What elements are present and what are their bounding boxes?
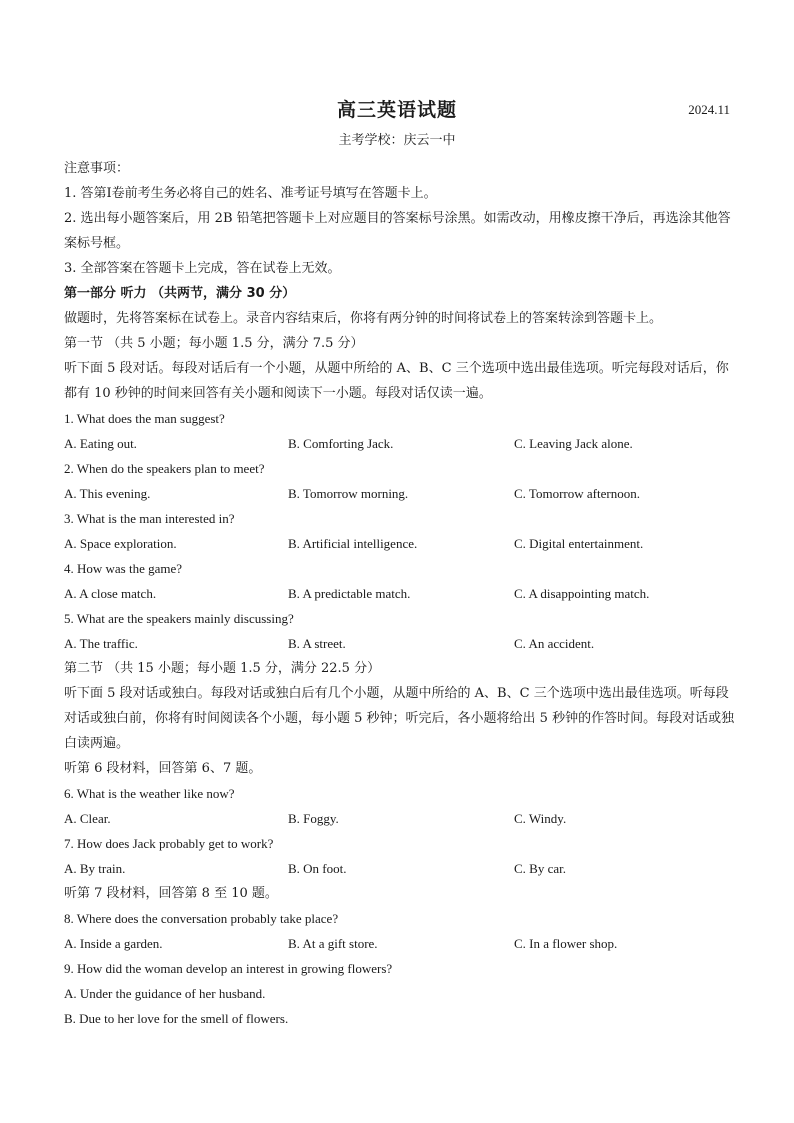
option-b: B. At a gift store. [288,936,378,951]
question-8: 8. Where does the conversation probably take place? [64,911,339,926]
option-a: A. By train. [64,861,126,876]
option-c: C. Leaving Jack alone. [514,436,633,451]
option-a: A. This evening. [64,486,151,501]
question-1: 1. What does the man suggest? [64,411,225,426]
section1-instruction: 听下面 5 段对话。每段对话后有一个小题，从题中所给的 A、B、C 三个选项中选出最佳选项。听完每段对话后，你都有 10 秒钟的时间来回答有关小题和阅读下一小题。每段对话仅读一遍。 [64,361,729,401]
options-row [64,581,740,606]
section2-heading: 第二节 （共 15 小题；每小题 1.5 分，满分 22.5 分） [64,661,381,676]
notice-heading: 注意事项： [64,161,130,176]
question-9: 9. How did the woman develop an interest in growing flowers? [64,961,393,976]
part1-heading: 第一部分 听力 （共两节，满分 30 分） [64,286,296,301]
option-a: A. A close match. [64,586,157,601]
option-c: C. Windy. [514,811,567,826]
option-a: A. The traffic. [64,636,138,651]
notice-item-3: 3. 全部答案在答题卡上完成，答在试卷上无效。 [64,261,341,276]
part1-instruction: 做题时，先将答案标在试卷上。录音内容结束后，你将有两分钟的时间将试卷上的答案转涂到答题卡上。 [64,311,663,326]
notice-item-2: 2. 选出每小题答案后，用 2B 铅笔把答题卡上对应题目的答案标号涂黑。如需改动，用橡皮擦干净后，再选涂其他答案标号框。 [64,211,731,251]
option-a: A. Inside a garden. [64,936,163,951]
option-b: B. A predictable match. [288,586,411,601]
title-row [0,96,794,124]
section1-heading: 第一节 （共 5 小题；每小题 1.5 分，满分 7.5 分） [64,336,364,351]
exam-date: 2024.11 [688,102,730,117]
option-a: A. Eating out. [64,436,137,451]
option-a: A. Under the guidance of her husband. [64,986,266,1001]
option-b: B. Due to her love for the smell of flowers. [64,1011,289,1026]
section2-instruction: 听下面 5 段对话或独白。每段对话或独白后有几个小题，从题中所给的 A、B、C 三个选项中选出最佳选项。听每段对话或独白前，你将有时间阅读各个小题，每小题 5 秒钟；听完后，各小题将给出 5 秒钟的作答时间。每段对话或独白读两遍。 [64,686,735,751]
question-5: 5. What are the speakers mainly discussing? [64,611,294,626]
options-row [64,806,740,831]
options-row [64,856,740,881]
host-school: 主考学校：庆云一中 [338,133,456,148]
option-c: C. An accident. [514,636,595,651]
option-b: B. On foot. [288,861,347,876]
exam-body [64,156,740,1031]
option-c: C. Tomorrow afternoon. [514,486,640,501]
option-c: C. By car. [514,861,566,876]
option-b: B. Tomorrow morning. [288,486,409,501]
options-row [64,481,740,506]
option-c: C. Digital entertainment. [514,536,644,551]
options-row [64,431,740,456]
question-6: 6. What is the weather like now? [64,786,235,801]
question-7: 7. How does Jack probably get to work? [64,836,274,851]
question-3: 3. What is the man interested in? [64,511,235,526]
material-6-note: 听第 6 段材料，回答第 6、7 题。 [64,761,262,776]
options-row [64,631,740,656]
option-c: C. A disappointing match. [514,586,650,601]
option-a: A. Space exploration. [64,536,177,551]
option-a: A. Clear. [64,811,111,826]
notice-item-1: 1. 答第Ⅰ卷前考生务必将自己的姓名、准考证号填写在答题卡上。 [64,186,437,201]
question-4: 4. How was the game? [64,561,183,576]
option-b: B. Artificial intelligence. [288,536,418,551]
material-7-note: 听第 7 段材料，回答第 8 至 10 题。 [64,886,278,901]
options-row [64,931,740,956]
options-row [64,531,740,556]
page-title: 高三英语试题 [336,99,457,121]
option-b: B. Comforting Jack. [288,436,394,451]
question-2: 2. When do the speakers plan to meet? [64,461,265,476]
option-b: B. Foggy. [288,811,339,826]
option-b: B. A street. [288,636,346,651]
option-c: C. In a flower shop. [514,936,618,951]
